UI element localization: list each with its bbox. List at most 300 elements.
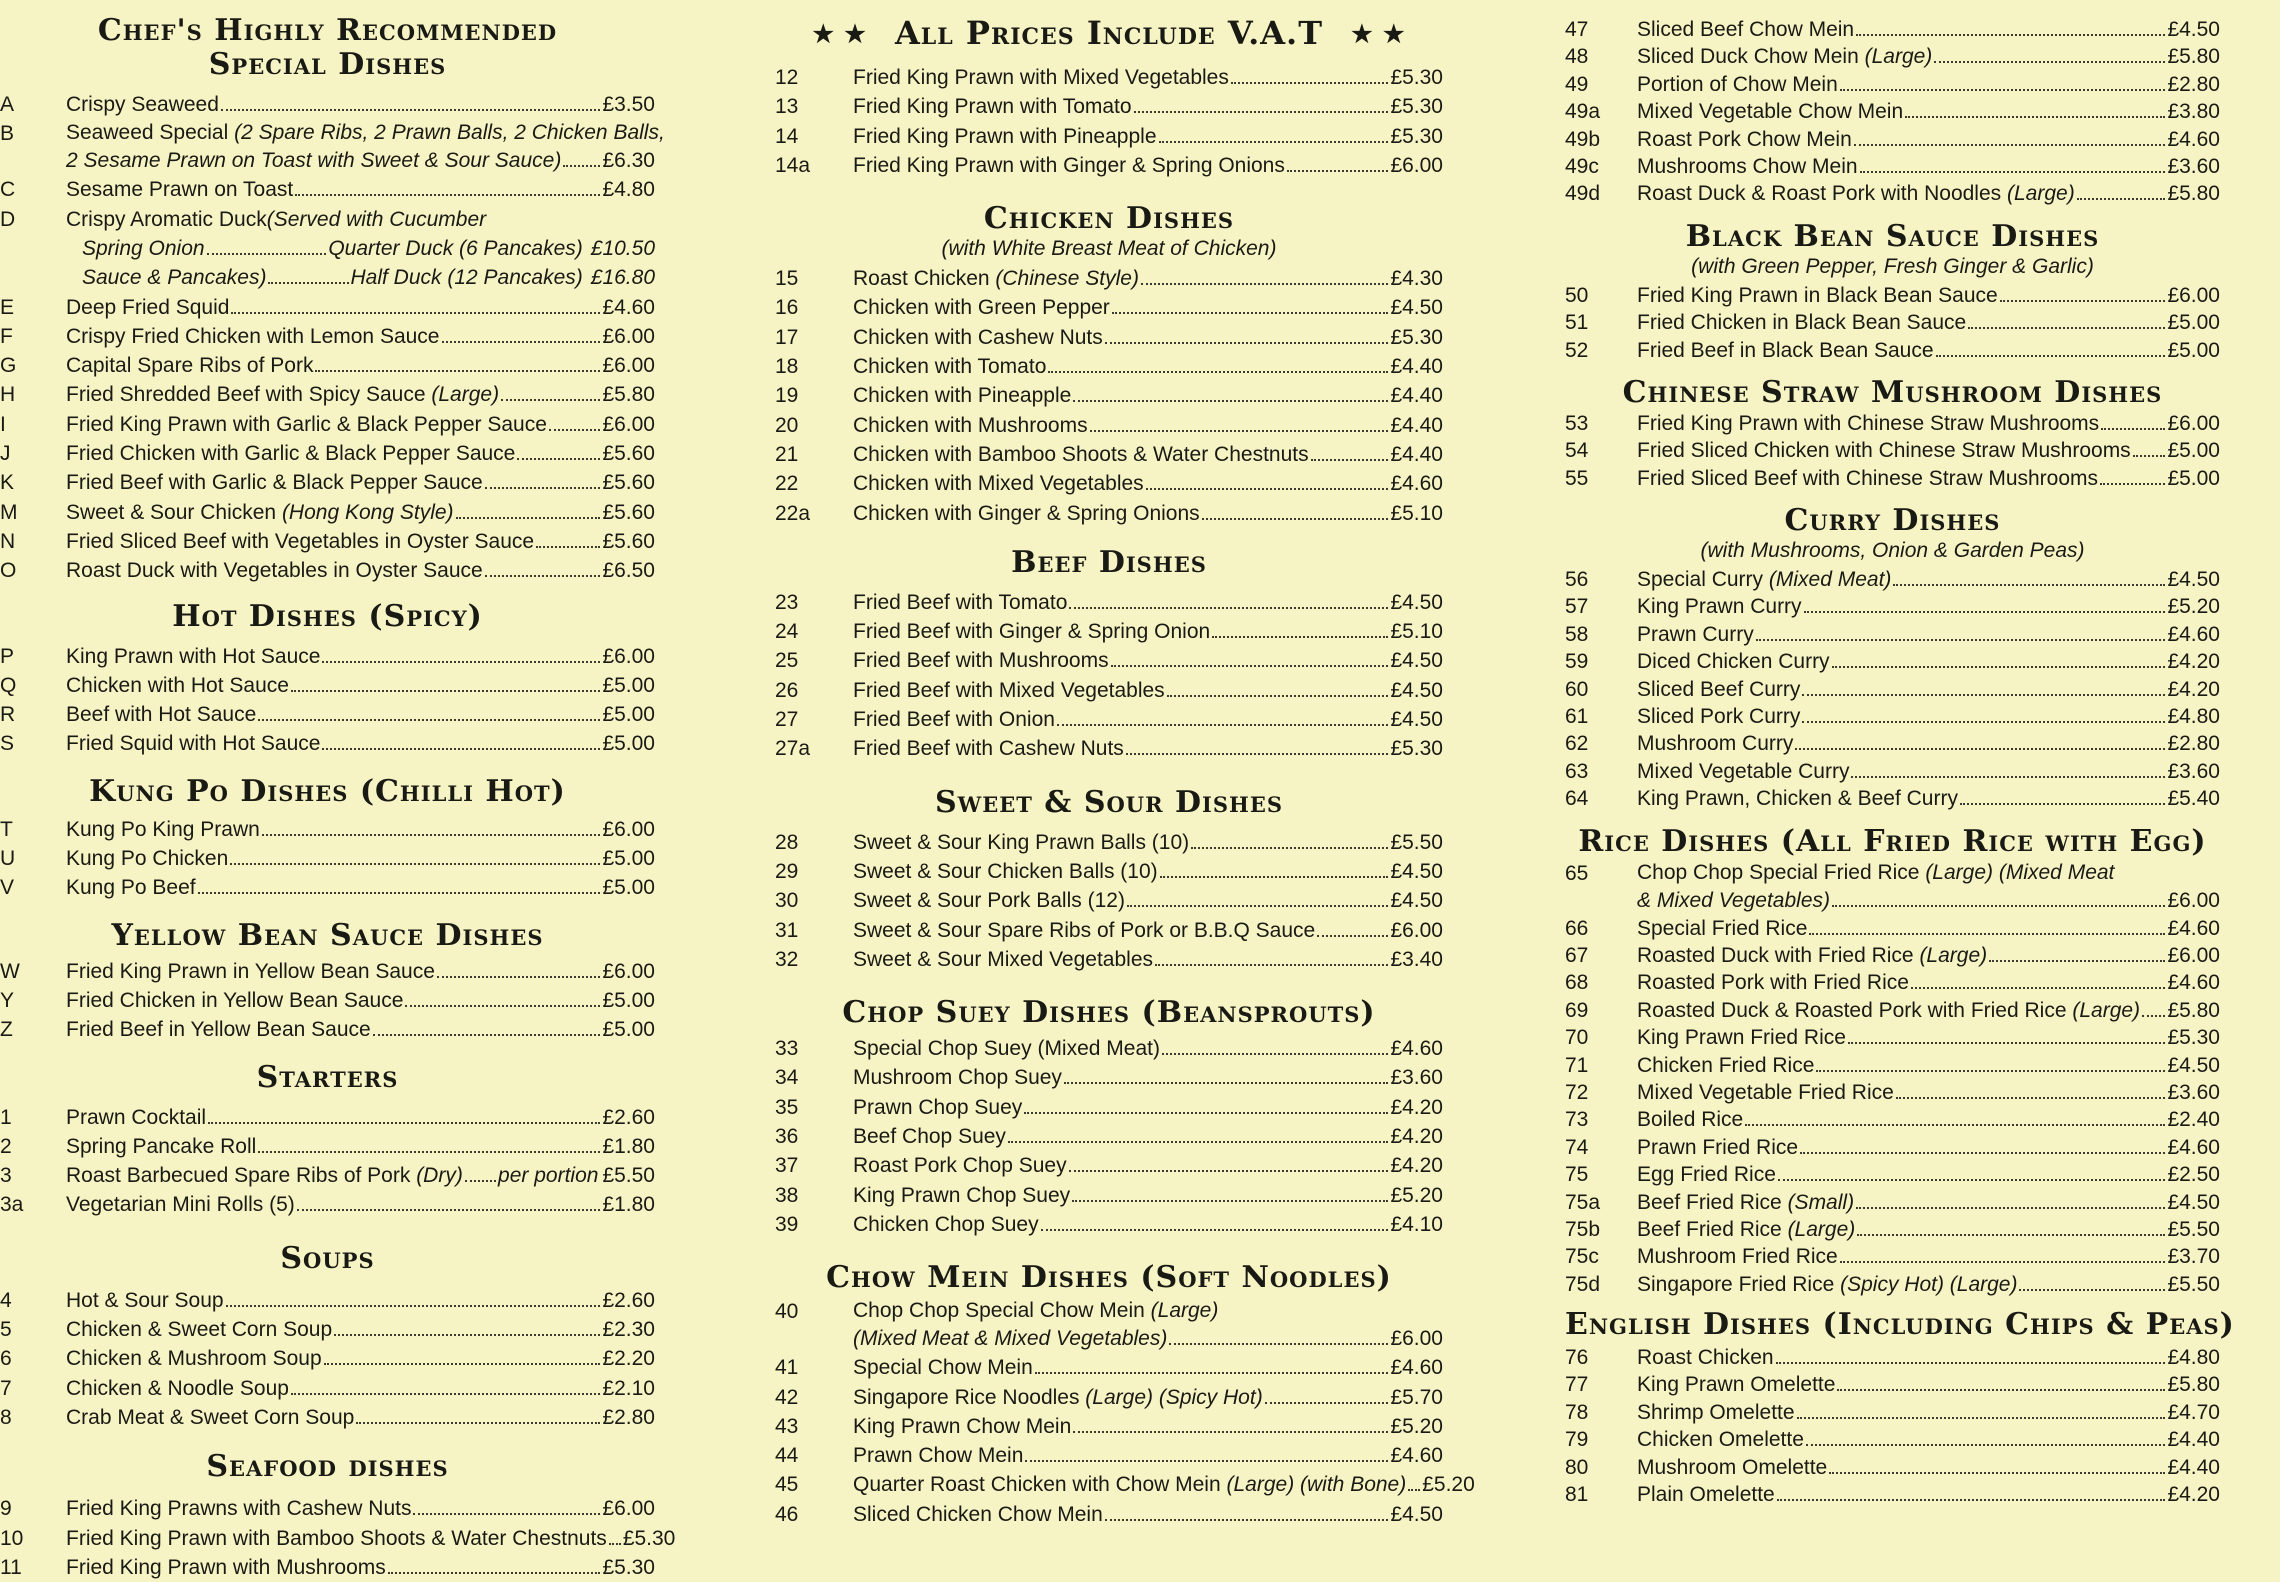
leader-dots xyxy=(231,312,600,314)
item-name: Hot & Sour Soup xyxy=(66,1288,224,1312)
item-number: 65 xyxy=(1565,861,1589,885)
item-name: Prawn Cocktail xyxy=(66,1105,207,1129)
item-price: £5.10 xyxy=(1390,620,1443,644)
item-number: 38 xyxy=(775,1183,799,1207)
item-body xyxy=(853,857,1443,886)
item-body xyxy=(853,92,1443,121)
item-price: £6.00 xyxy=(602,1497,655,1521)
item-number: 46 xyxy=(775,1502,799,1526)
menu-item xyxy=(1565,676,2220,703)
item-name: Fried Beef with Garlic & Black Pepper Sauce xyxy=(66,471,483,495)
item-body xyxy=(66,527,655,556)
leader-dots xyxy=(291,1393,600,1395)
menu-item xyxy=(775,352,1443,381)
item-number: Z xyxy=(0,1018,13,1042)
item-name: Fried Sliced Beef with Vegetables in Oyster Sauce xyxy=(66,529,535,553)
menu-item xyxy=(0,642,655,671)
item-note: (Hong Kong Style) xyxy=(276,500,454,524)
item-name: Beef Fried Rice xyxy=(1637,1190,1782,1214)
leader-dots xyxy=(324,1363,601,1365)
item-price: £5.30 xyxy=(622,1526,676,1550)
item-body xyxy=(66,1161,655,1190)
leader-dots xyxy=(1311,459,1389,461)
item-number: Q xyxy=(0,673,17,697)
leader-dots xyxy=(1848,1042,2166,1044)
item-name: Special Curry xyxy=(1637,568,1764,592)
menu-item xyxy=(0,844,655,873)
item-price: £3.50 xyxy=(602,93,655,116)
item-body xyxy=(853,440,1443,469)
item-number: 40 xyxy=(775,1300,799,1324)
item-name: Chop Chop Special Chow Mein xyxy=(853,1299,1145,1323)
item-price: £4.20 xyxy=(1390,1125,1443,1149)
item-number: 55 xyxy=(1565,466,1589,490)
item-name: Chicken with Bamboo Shoots & Water Chestnuts xyxy=(853,442,1309,466)
leader-dots xyxy=(226,1305,601,1307)
item-number: 72 xyxy=(1565,1080,1589,1104)
item-name: Special Fried Rice xyxy=(1637,916,1808,940)
item-name: Deep Fried Squid xyxy=(66,295,230,319)
item-price: £4.50 xyxy=(1390,859,1443,883)
leader-dots xyxy=(1777,1499,2166,1501)
item-line xyxy=(853,1297,1443,1325)
leader-dots xyxy=(1105,342,1389,344)
item-number: 69 xyxy=(1565,998,1589,1022)
menu-item xyxy=(0,1494,655,1523)
starters-list xyxy=(0,1103,655,1220)
menu-item xyxy=(1565,1371,2220,1398)
item-number: 52 xyxy=(1565,338,1589,362)
item-price: £4.50 xyxy=(1390,590,1443,614)
menu-item xyxy=(0,1286,655,1315)
item-price: £4.20 xyxy=(1390,1095,1443,1119)
item-number: 62 xyxy=(1565,732,1589,756)
item-body xyxy=(853,1441,1443,1470)
item-price: £5.30 xyxy=(1390,124,1443,148)
item-number: 75d xyxy=(1565,1272,1601,1296)
menu-item xyxy=(775,617,1443,646)
item-body xyxy=(1637,1481,2220,1508)
item-note: (Large) xyxy=(1781,1217,1856,1241)
leader-dots xyxy=(1893,584,2165,586)
item-price: £4.40 xyxy=(1390,355,1443,379)
menu-item xyxy=(1565,1216,2220,1243)
item-number: 77 xyxy=(1565,1373,1589,1397)
item-price: £4.30 xyxy=(1390,267,1443,291)
item-body xyxy=(853,676,1443,705)
item-price: £4.10 xyxy=(1390,1212,1443,1236)
item-name: Chop Chop Special Fried Rice xyxy=(1637,860,1920,884)
item-name: Kung Po Chicken xyxy=(66,847,229,871)
item-name: Fried King Prawn with Bamboo Shoots & Water Chestnuts xyxy=(66,1526,607,1550)
item-number: 39 xyxy=(775,1212,799,1236)
item-number: 15 xyxy=(775,267,799,291)
item-body xyxy=(853,469,1443,498)
item-price: £6.00 xyxy=(602,324,655,348)
item-number: 33 xyxy=(775,1037,799,1061)
item-name: Kung Po Beef xyxy=(66,876,196,900)
item-note-line2: (Mixed Meat & Mixed Vegetables) xyxy=(853,1327,1168,1351)
item-body xyxy=(1637,153,2220,180)
item-price: £4.60 xyxy=(2167,916,2220,940)
item-price: £6.00 xyxy=(602,817,655,841)
item-price: £2.40 xyxy=(2167,1108,2220,1132)
item-body xyxy=(1637,1371,2220,1398)
item-body xyxy=(1637,1454,2220,1481)
item-name: Roasted Duck & Roasted Pork with Fried Rice xyxy=(1637,998,2067,1022)
leader-dots xyxy=(388,1572,601,1574)
item-price: £4.20 xyxy=(2167,650,2220,674)
item-name: Special Chop Suey (Mixed Meat) xyxy=(853,1037,1160,1061)
item-number: B xyxy=(0,122,15,146)
chow-mein-list xyxy=(775,1297,1475,1529)
menu-item xyxy=(1565,730,2220,757)
item-price: £4.40 xyxy=(1390,413,1443,437)
item-number: 45 xyxy=(775,1473,799,1497)
yellow-bean-list xyxy=(0,957,655,1045)
leader-dots xyxy=(1069,1170,1389,1172)
item-body xyxy=(853,1353,1443,1382)
menu-item xyxy=(0,957,655,986)
item-price: £6.00 xyxy=(2167,888,2220,912)
leader-dots xyxy=(1809,933,2165,935)
leader-dots xyxy=(1857,1234,2165,1236)
leader-dots xyxy=(1804,611,2166,613)
leader-dots xyxy=(1141,283,1388,285)
item-price: £5.60 xyxy=(602,529,655,553)
menu-item xyxy=(1565,337,2220,364)
item-number: Y xyxy=(0,988,15,1012)
item-line xyxy=(1637,887,2220,915)
leader-dots xyxy=(1905,116,2165,118)
item-name: Chicken Fried Rice xyxy=(1637,1053,1815,1077)
menu-item xyxy=(775,734,1443,763)
item-body xyxy=(1637,410,2220,437)
leader-dots xyxy=(1317,935,1388,937)
item-name: Sliced Duck Chow Mein xyxy=(1637,45,1859,69)
item-body xyxy=(1637,1399,2220,1426)
item-name: Sweet & Sour Mixed Vegetables xyxy=(853,947,1154,971)
menu-item xyxy=(1565,1243,2220,1270)
menu-item xyxy=(0,119,665,175)
menu-item xyxy=(0,1103,655,1132)
item-price: £16.80 xyxy=(590,266,655,290)
section-note-chicken: (with White Breast Meat of Chicken) xyxy=(941,237,1277,261)
item-note: (Chinese Style) xyxy=(989,267,1139,291)
leader-dots xyxy=(1856,1207,2165,1209)
item-name: Special Chow Mein xyxy=(853,1356,1033,1380)
menu-item xyxy=(0,498,655,527)
leader-dots xyxy=(1960,803,2165,805)
item-body xyxy=(66,1315,655,1344)
leader-dots xyxy=(1073,400,1388,402)
menu-item xyxy=(1565,437,2220,464)
item-number: 41 xyxy=(775,1356,799,1380)
menu-item xyxy=(1565,98,2220,125)
item-price: £5.30 xyxy=(1390,66,1443,89)
item-body xyxy=(66,1103,655,1132)
item-name: Roast Chicken xyxy=(1637,1346,1774,1370)
item-name: Sweet & Sour Spare Ribs of Pork or B.B.Q Sauce xyxy=(853,918,1316,942)
section-heading-straw-mushroom: Chinese Straw Mushroom Dishes xyxy=(1622,374,2163,410)
item-body xyxy=(1637,1079,2220,1106)
item-price: £6.00 xyxy=(2167,943,2220,967)
item-name: Fried Beef with Ginger & Spring Onion xyxy=(853,620,1211,644)
item-number: 26 xyxy=(775,678,799,702)
item-name: Fried King Prawn in Yellow Bean Sauce xyxy=(66,959,435,983)
leader-dots xyxy=(1167,695,1389,697)
leader-dots xyxy=(322,748,600,750)
item-name: Chicken with Green Pepper xyxy=(853,296,1110,320)
item-name: Fried Chicken in Black Bean Sauce xyxy=(1637,311,1967,335)
item-body xyxy=(66,642,655,671)
item-name: Fried Beef with Cashew Nuts xyxy=(853,737,1124,761)
item-body xyxy=(66,1015,655,1044)
leader-dots xyxy=(1856,34,2165,36)
item-name: Prawn Curry xyxy=(1637,622,1754,646)
item-name: Roast Chicken xyxy=(853,267,990,291)
menu-item xyxy=(0,468,655,497)
menu-item xyxy=(775,1470,1475,1499)
leader-dots xyxy=(1191,847,1388,849)
menu-item xyxy=(775,63,1443,92)
item-number: 37 xyxy=(775,1154,799,1178)
menu-item xyxy=(775,1383,1443,1412)
item-number: 49a xyxy=(1565,100,1601,124)
item-body xyxy=(1637,126,2220,153)
item-number: 78 xyxy=(1565,1400,1589,1424)
item-price: £4.50 xyxy=(1390,889,1443,913)
leader-dots xyxy=(1832,666,2166,668)
menu-item xyxy=(775,1353,1443,1382)
item-number: 49d xyxy=(1565,182,1601,206)
item-note-line2: & Mixed Vegetables) xyxy=(1637,888,1830,912)
leader-dots xyxy=(1127,905,1388,907)
item-number: 20 xyxy=(775,413,799,437)
item-number: 34 xyxy=(775,1066,799,1090)
item-price: £5.00 xyxy=(602,732,655,756)
menu-item xyxy=(0,1374,655,1403)
item-name: King Prawn Fried Rice xyxy=(1637,1026,1846,1050)
menu-item xyxy=(1565,648,2220,675)
leader-dots xyxy=(1816,1070,2165,1072)
item-name: Chicken with Hot Sauce xyxy=(66,673,289,697)
menu-item xyxy=(775,1151,1443,1180)
menu-item xyxy=(1565,1271,2220,1298)
item-body xyxy=(853,1412,1443,1441)
item-price: £1.80 xyxy=(602,1193,655,1217)
menu-item xyxy=(775,411,1443,440)
item-number: 19 xyxy=(775,384,799,408)
item-body xyxy=(853,122,1443,151)
item-name: Roast Barbecued Spare Ribs of Pork xyxy=(66,1164,411,1188)
item-body xyxy=(1637,465,2220,492)
item-name: Chicken with Tomato xyxy=(853,355,1047,379)
menu-item xyxy=(0,380,655,409)
item-price: £6.00 xyxy=(602,354,655,378)
item-number: 70 xyxy=(1565,1026,1589,1050)
item-number: 73 xyxy=(1565,1108,1589,1132)
menu-item xyxy=(1565,1079,2220,1106)
item-body xyxy=(66,351,655,380)
item-body xyxy=(1637,566,2220,593)
item-price: £4.50 xyxy=(2167,18,2220,41)
item-body xyxy=(1637,1052,2220,1079)
item-number: S xyxy=(0,732,15,756)
item-number: 30 xyxy=(775,889,799,913)
item-name: Crispy Fried Chicken with Lemon Sauce xyxy=(66,324,440,348)
menu-item xyxy=(775,499,1443,528)
item-price: £3.60 xyxy=(1390,1066,1443,1090)
item-number: 9 xyxy=(0,1497,12,1521)
leader-dots xyxy=(297,1209,601,1211)
leader-dots xyxy=(2000,300,2166,302)
item-body xyxy=(853,1151,1443,1180)
item-price: £5.00 xyxy=(602,1018,655,1042)
item-number: 24 xyxy=(775,620,799,644)
item-name: Fried King Prawn with Mixed Vegetables xyxy=(853,66,1229,89)
item-number: 2 xyxy=(0,1134,12,1158)
item-number: 16 xyxy=(775,296,799,320)
item-name: King Prawn Curry xyxy=(1637,595,1802,619)
menu-item xyxy=(0,1015,655,1044)
item-body xyxy=(1637,969,2220,996)
item-body xyxy=(853,916,1443,945)
menu-item xyxy=(1565,1189,2220,1216)
section-heading-sweet-sour: Sweet & Sour Dishes xyxy=(934,784,1284,820)
menu-item xyxy=(775,916,1443,945)
item-price: £5.30 xyxy=(2167,1026,2220,1050)
item-price: £4.60 xyxy=(1390,1037,1443,1061)
menu-item xyxy=(1565,969,2220,996)
item-price: £4.70 xyxy=(2167,1400,2220,1424)
menu-item xyxy=(1565,621,2220,648)
sweet-sour-list xyxy=(775,828,1443,974)
item-name: Singapore Rice Noodles xyxy=(853,1385,1080,1409)
item-price: £4.60 xyxy=(2167,1135,2220,1159)
item-price: £5.30 xyxy=(602,1555,655,1579)
leader-dots xyxy=(1024,1112,1388,1114)
leader-dots xyxy=(356,1422,600,1424)
item-body xyxy=(66,844,655,873)
item-price: £2.20 xyxy=(602,1347,655,1371)
leader-dots xyxy=(1936,355,2166,357)
item-body xyxy=(1637,180,2220,207)
item-name: Fried King Prawn with Chinese Straw Mushrooms xyxy=(1637,411,2100,435)
item-name: Sweet & Sour King Prawn Balls (10) xyxy=(853,830,1190,854)
menu-item xyxy=(1565,309,2220,336)
leader-dots xyxy=(1159,141,1389,143)
item-price: £5.50 xyxy=(1390,830,1443,854)
item-note: (Dry) xyxy=(410,1164,463,1188)
item-body xyxy=(853,1122,1443,1151)
menu-item xyxy=(775,469,1443,498)
menu-item xyxy=(0,1190,655,1219)
menu-item xyxy=(0,351,655,380)
item-name: King Prawn Chop Suey xyxy=(853,1183,1071,1207)
item-name: Mushroom Chop Suey xyxy=(853,1066,1062,1090)
item-line xyxy=(66,205,655,234)
section-heading-seafood: Seafood dishes xyxy=(206,1449,449,1485)
duck-option xyxy=(66,234,655,263)
item-name: Mixed Vegetable Curry xyxy=(1637,759,1850,783)
leader-dots xyxy=(517,458,600,460)
item-name: Spring Pancake Roll xyxy=(66,1134,257,1158)
item-name: Chicken with Mushrooms xyxy=(853,413,1088,437)
item-body xyxy=(853,323,1443,352)
item-line xyxy=(66,119,665,147)
leader-dots xyxy=(437,976,601,978)
leader-dots xyxy=(1802,721,2165,723)
item-number: 10 xyxy=(0,1526,24,1550)
item-price: £5.00 xyxy=(602,847,655,871)
item-number: J xyxy=(0,442,11,466)
item-number: 6 xyxy=(0,1347,12,1371)
item-number: 79 xyxy=(1565,1428,1589,1452)
item-number: 22 xyxy=(775,472,799,496)
item-body xyxy=(66,957,655,986)
item-price: £5.20 xyxy=(1390,1414,1443,1438)
item-number: 11 xyxy=(0,1555,22,1579)
item-body xyxy=(853,151,1443,180)
item-name: Prawn Chop Suey xyxy=(853,1095,1023,1119)
menu-item xyxy=(1565,859,2220,915)
menu-item xyxy=(0,1161,655,1190)
item-name: Fried Beef with Mixed Vegetables xyxy=(853,678,1165,702)
item-note: (2 Spare Ribs, 2 Prawn Balls, 2 Chicken Balls, xyxy=(228,121,665,145)
item-note: (Large) xyxy=(1913,943,1988,967)
item-number: 14 xyxy=(775,124,799,148)
item-body xyxy=(853,588,1443,617)
leader-dots xyxy=(295,194,600,196)
item-body xyxy=(1637,16,2220,43)
menu-item xyxy=(0,205,655,293)
menu-item xyxy=(775,886,1443,915)
menu-item xyxy=(775,1210,1443,1239)
menu-item xyxy=(0,556,655,585)
item-number: 56 xyxy=(1565,568,1589,592)
item-body xyxy=(1637,648,2220,675)
item-name: Quarter Roast Chicken with Chow Mein xyxy=(853,1473,1221,1497)
item-number: 5 xyxy=(0,1318,12,1342)
item-body xyxy=(66,1132,655,1161)
leader-dots xyxy=(1896,1097,2166,1099)
leader-dots xyxy=(1800,1152,2165,1154)
menu-item xyxy=(1565,1344,2220,1371)
item-body xyxy=(853,1063,1443,1092)
item-name: Chicken with Cashew Nuts xyxy=(853,325,1103,349)
leader-dots xyxy=(1776,1362,2166,1364)
item-body xyxy=(66,556,655,585)
item-number: H xyxy=(0,383,16,407)
item-price: £6.50 xyxy=(602,559,655,583)
item-number: O xyxy=(0,559,17,583)
item-body xyxy=(1637,593,2220,620)
item-body xyxy=(1637,1426,2220,1453)
leader-dots xyxy=(1057,724,1389,726)
item-price: £5.20 xyxy=(2167,595,2220,619)
menu-item xyxy=(775,1412,1443,1441)
item-price: £4.50 xyxy=(1390,296,1443,320)
menu-item xyxy=(1565,282,2220,309)
item-body xyxy=(66,671,655,700)
leader-dots xyxy=(442,341,601,343)
menu-item xyxy=(775,828,1443,857)
item-body xyxy=(853,734,1443,763)
item-note: (Large) (with Bone) xyxy=(1220,1473,1407,1497)
item-body xyxy=(1637,43,2220,70)
item-number: A xyxy=(0,93,15,116)
